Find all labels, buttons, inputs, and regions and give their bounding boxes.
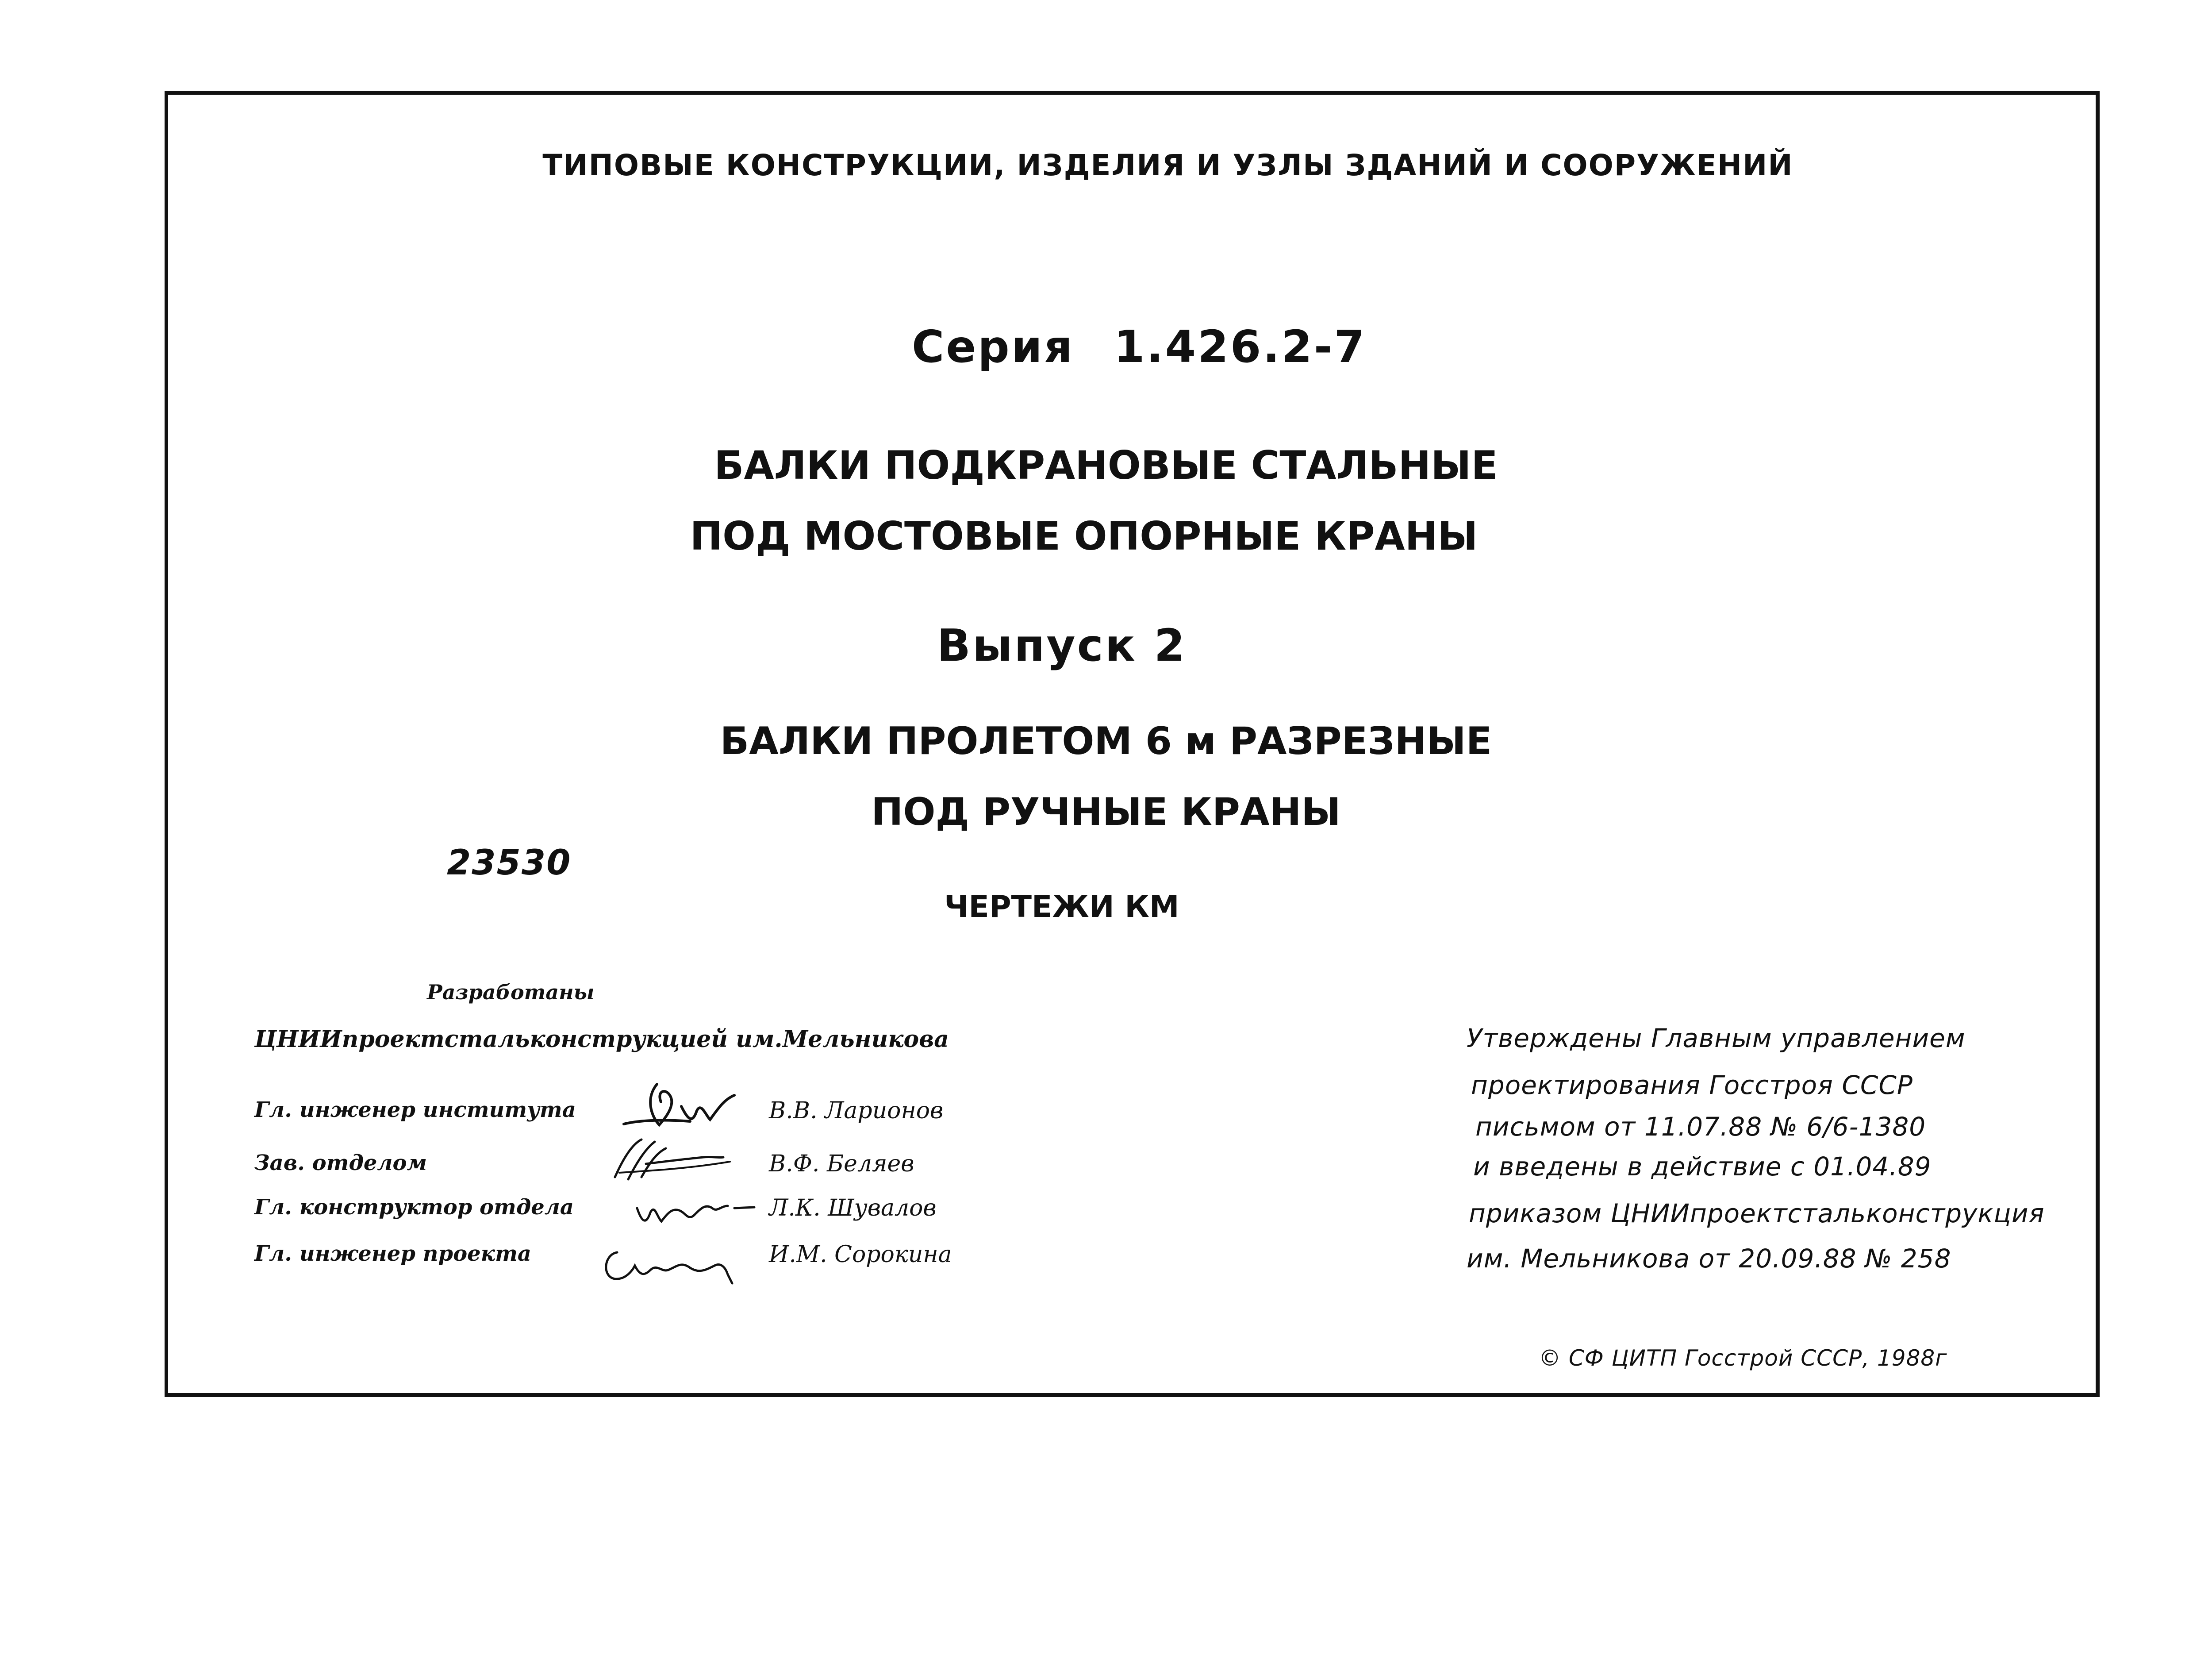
signature-shuvalov <box>628 1186 761 1235</box>
developer-organization: ЦНИИпроектстальконструкцией им.Мельникова <box>254 1026 949 1053</box>
signatory-role: Гл. инженер проекта <box>254 1241 531 1266</box>
copyright-stamp: © СФ ЦИТП Госстрой СССР, 1988г <box>1539 1345 1947 1371</box>
approval-line-4: и введены в действие с 01.04.89 <box>1473 1151 1932 1182</box>
inventory-number: 23530 <box>447 843 572 883</box>
document-subtitle-line-2: ПОД РУЧНЫЕ КРАНЫ <box>871 790 1341 834</box>
approval-line-1: Утверждены Главным управлением <box>1467 1023 1966 1053</box>
approval-line-3: письмом от 11.07.88 № 6/6-1380 <box>1475 1112 1926 1142</box>
series-number: 1.426.2-7 <box>1114 321 1367 373</box>
signature-belyaev <box>602 1131 734 1188</box>
signatory-name: В.В. Ларионов <box>769 1097 944 1124</box>
signatory-name: В.Ф. Беляев <box>769 1151 914 1177</box>
signatory-role: Зав. отделом <box>254 1151 427 1175</box>
approval-line-2: проектирования Госстроя СССР <box>1471 1070 1913 1100</box>
signatory-role: Гл. инженер института <box>254 1097 576 1122</box>
series-label: Серия <box>911 321 1075 373</box>
approval-line-6: им. Мельникова от 20.09.88 № 258 <box>1467 1244 1951 1274</box>
series-line <box>841 321 1438 373</box>
drawings-type: ЧЕРТЕЖИ КМ <box>944 889 1179 924</box>
signature-sorokina <box>595 1235 741 1292</box>
document-subtitle-line-1: БАЛКИ ПРОЛЕТОМ 6 м РАЗРЕЗНЫЕ <box>720 719 1492 763</box>
series-category-title: ТИПОВЫЕ КОНСТРУКЦИИ, ИЗДЕЛИЯ И УЗЛЫ ЗДАНИЙ И СООРУЖЕНИЙ <box>542 148 1793 182</box>
signatory-name: И.М. Сорокина <box>769 1241 952 1268</box>
signatory-name: Л.К. Шувалов <box>769 1195 937 1221</box>
developed-label: Разработаны <box>427 980 595 1004</box>
signatory-role: Гл. конструктор отдела <box>254 1195 574 1220</box>
document-title-line-2: ПОД МОСТОВЫЕ ОПОРНЫЕ КРАНЫ <box>690 513 1478 559</box>
issue-number: Выпуск 2 <box>937 620 1187 671</box>
approval-line-5: приказом ЦНИИпроектстальконструкция <box>1469 1198 2045 1228</box>
document-title-line-1: БАЛКИ ПОДКРАНОВЫЕ СТАЛЬНЫЕ <box>714 443 1498 488</box>
